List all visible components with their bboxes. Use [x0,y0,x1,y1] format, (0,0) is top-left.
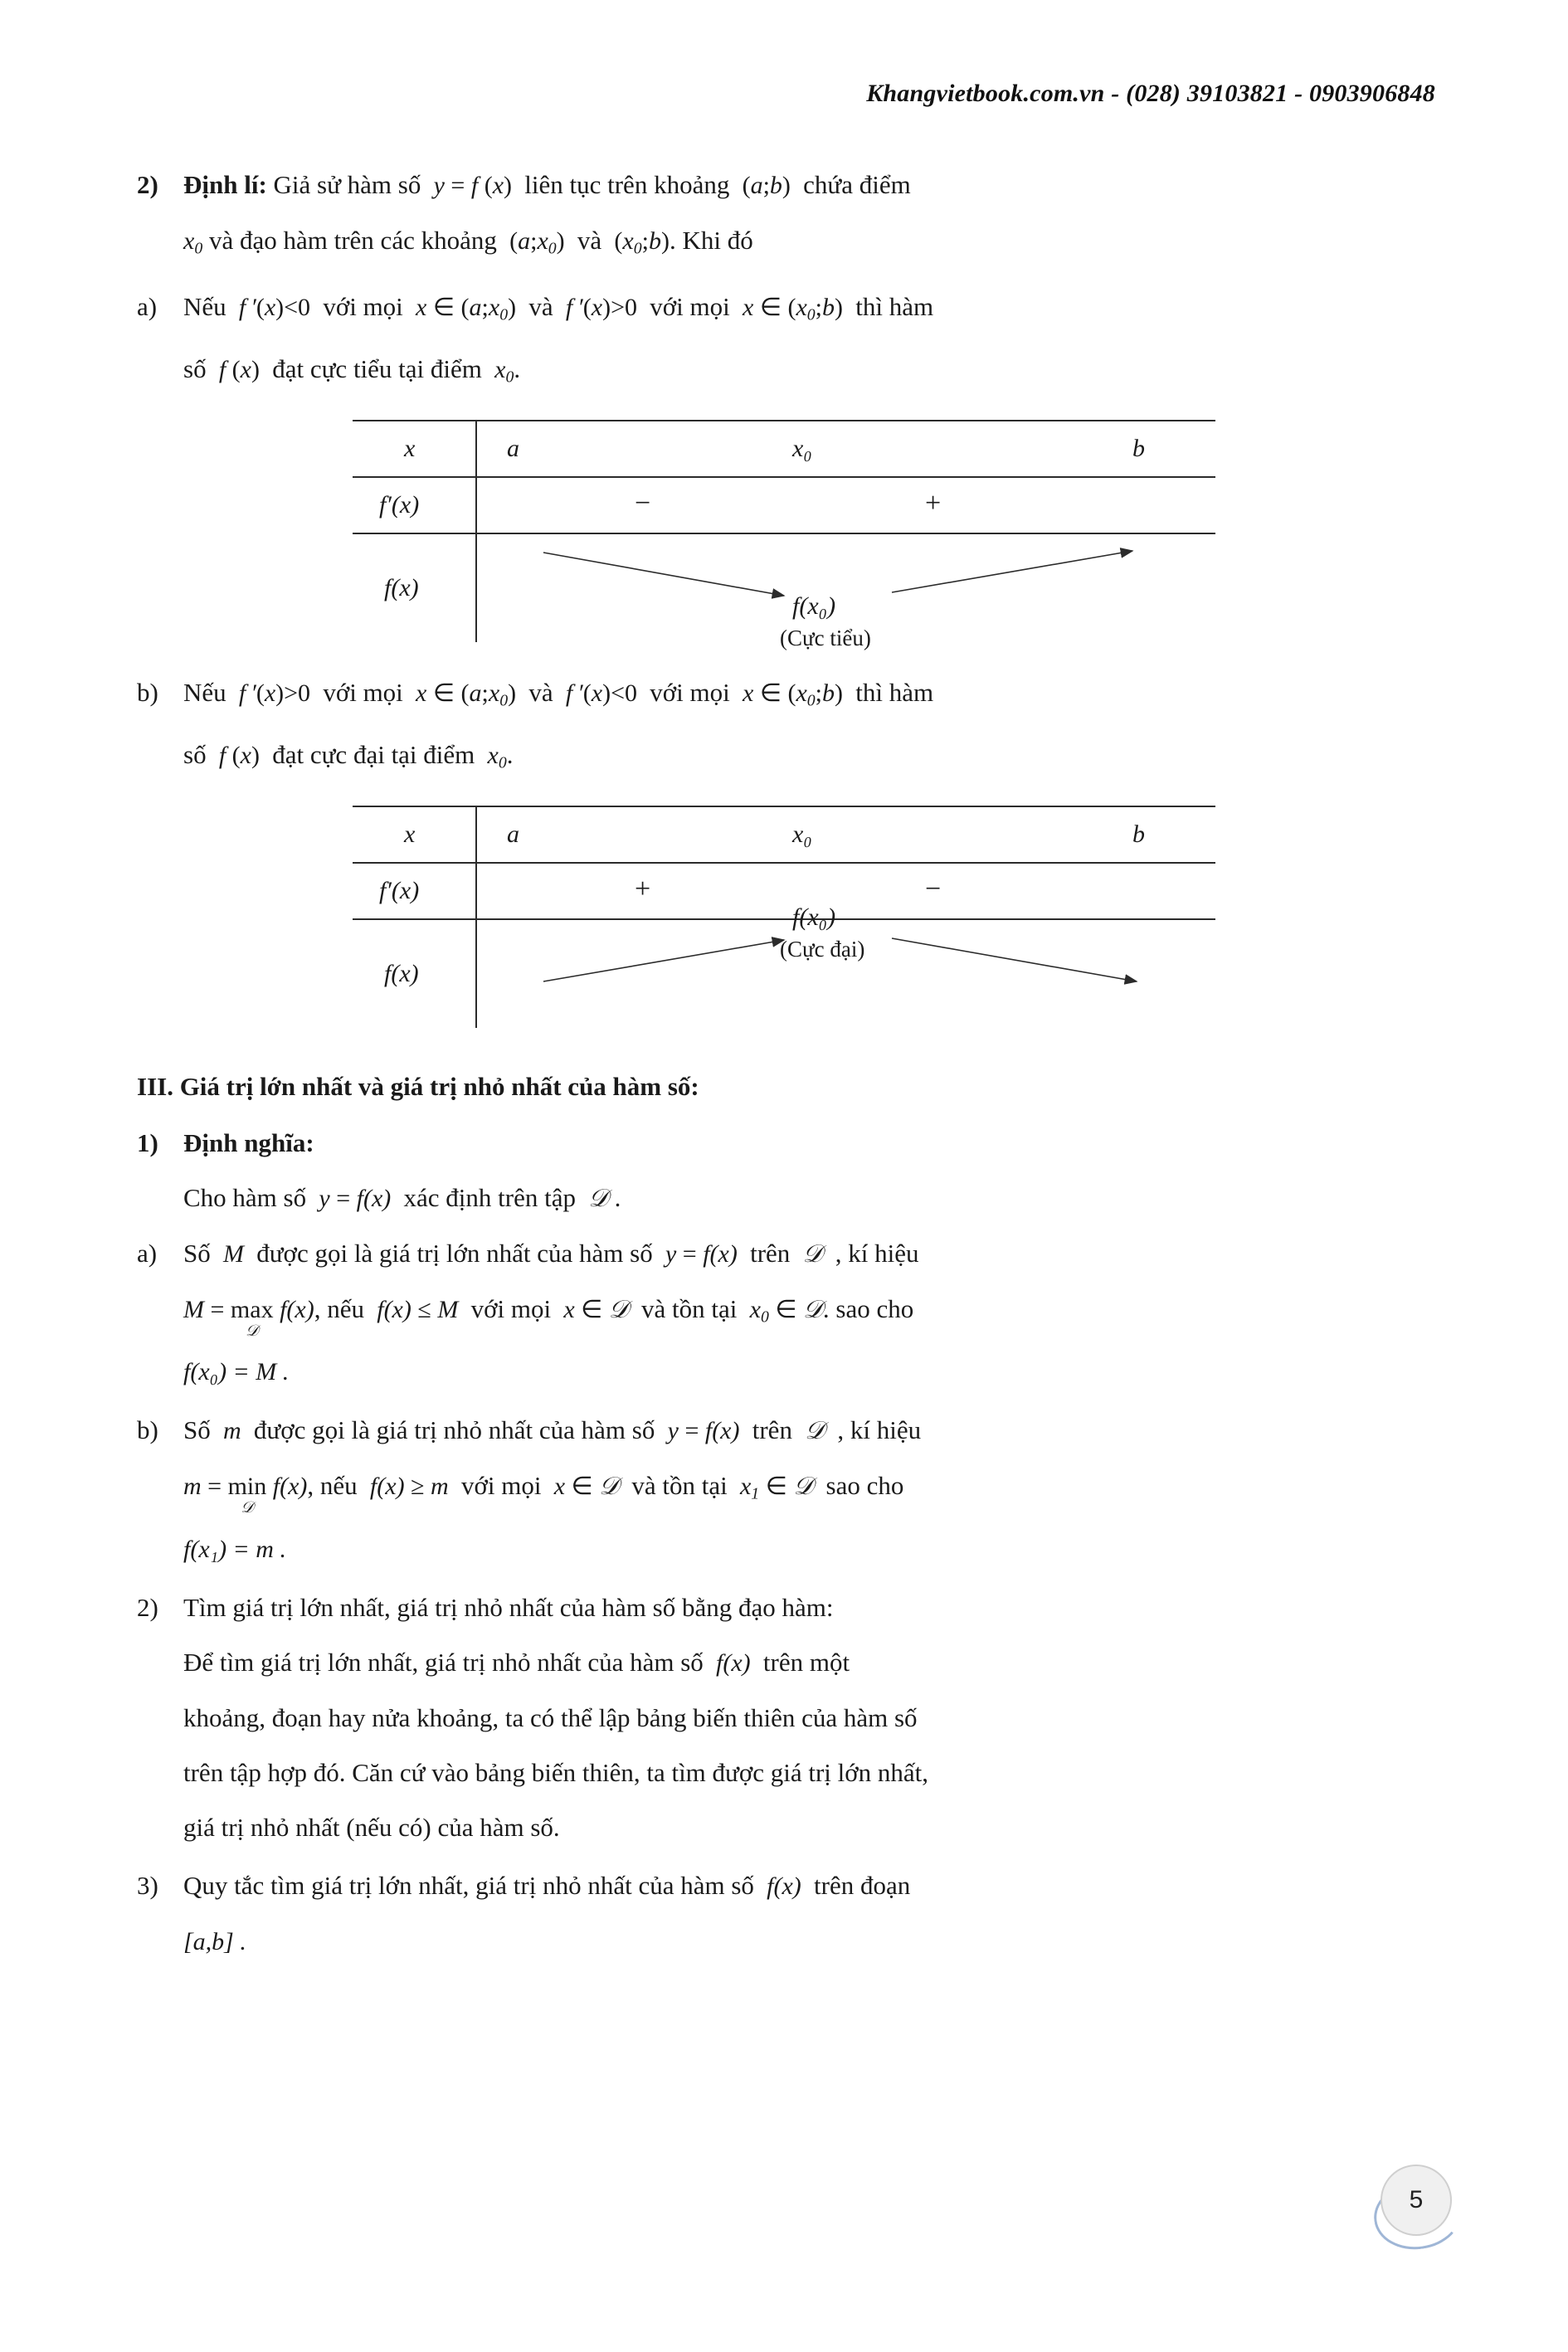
math-fx-b: f (x) [212,742,260,770]
def-a-t1: Số [183,1238,211,1268]
theorem-text-f: . Khi đó [669,226,753,255]
math-y-fx-2: y = f(x) [312,1184,397,1212]
math-m-min: m = min 𝒟 f(x) [183,1473,308,1517]
definition-intro [183,1171,1431,1226]
theorem-block [137,158,1431,276]
def-b-t4: , kí hiệu [837,1415,922,1445]
cell2-row-fprime: f′(x) [379,876,420,904]
math-x-in-a-x0: x ∈ $(a;x_0)$ [409,293,517,324]
item-b-block [137,665,1431,791]
item-a-t5: thì hàm [855,291,934,321]
item-b-marker: b) [137,677,158,707]
math-x0-b: $x_0$ [488,356,514,387]
math-fprime-pos: f ′(x)>0 [559,293,637,321]
cell-row-fprime: f′(x) [379,490,420,519]
math-interval-x0-b: $(x_0;b)$ [614,227,670,258]
def-b-marker: b) [137,1415,158,1445]
sub2-p1: Để tìm giá trị lớn nhất, giá trị nhỏ nhất của hàm số [183,1647,704,1677]
def-a-line3 [183,1344,1431,1400]
math-x0-in-D: $x_0$ ∈ 𝒟 [743,1295,823,1327]
page-header: Khangvietbook.com.vn - (028) 39103821 - 0903906848 [866,80,1435,107]
item-a-t1: Nếu [183,291,226,321]
intro-t2: xác định trên tập [403,1182,576,1212]
sub3-block [137,1858,1431,1970]
math-interval-ab: (a;b) [742,172,791,199]
sign-left: − [635,487,651,519]
math-fprime-neg: f ′(x)<0 [232,293,311,321]
intro-t1: Cho hàm số [183,1182,307,1212]
theorem-line-1 [183,158,1431,213]
theorem-text-c: chứa điểm [803,170,911,199]
math-fx1-eq-m: f(x₁) = m . [183,1535,286,1563]
variation-table-minimum [353,420,1215,650]
math-y-fx-4: y = f(x) [661,1417,746,1445]
item-a-t2: với mọi [323,291,403,321]
intro-t3: . [614,1182,621,1212]
theorem-line-2 [183,213,1431,276]
cell2-value-fx0: f(x₀) [792,903,836,931]
math-x0: $x_0$ [183,227,203,258]
def-b-line2 [183,1458,1431,1522]
sub2-paragraph-line1 [183,1635,1431,1691]
cell-col-x0: x₀ [792,434,812,462]
sub1-title: Định nghĩa: [183,1127,314,1157]
def-a-t2: được gọi là giá trị lớn nhất của hàm số [256,1238,653,1268]
item-b-t2: với mọi [323,677,403,707]
cell2-col-x0: x₀ [792,820,812,848]
math-fx: f (x) [212,356,260,384]
math-y-fx-3: y = f(x) [659,1239,744,1268]
item-a-line-2 [183,342,1431,405]
cell2-col-a: a [507,820,519,848]
sub2-block [137,1580,1431,1855]
theorem-text-a: Giả sử hàm số [273,170,421,199]
def-b-t1: Số [183,1415,211,1445]
sign2-left: + [635,873,651,904]
theorem-marker: 2) [137,170,158,199]
sub2-paragraph-line4: giá trị nhỏ nhất (nếu có) của hàm số. [183,1812,560,1842]
def-b-block [137,1403,1431,1577]
cell-col-b: b [1132,434,1145,462]
def-a-block [137,1226,1431,1400]
section-iii-title: III. Giá trị lớn nhất và giá trị nhỏ nhất của hàm số: [137,1071,699,1101]
item-b-t1: Nếu [183,677,226,707]
cell-value-note: (Cực tiểu) [780,625,871,650]
def-b-l2t3: và tồn tại [631,1471,728,1501]
math-fx-ge-m: f(x) ≥ m [363,1473,455,1501]
math-interval-a-x0: $(a;x_0)$ [509,227,565,258]
def-b-line3 [183,1522,1431,1577]
math-x-in-x0-b: x ∈ $(x_0;b)$ [736,293,844,324]
sub3-marker: 3) [137,1870,158,1900]
math-set-D: 𝒟 [582,1184,615,1212]
math-closed-interval-ab: [a,b] . [183,1927,246,1955]
sub3-line2 [183,1914,1431,1970]
math-set-D-2: 𝒟 [796,1239,829,1268]
math-y-fx: y = f (x) [427,172,513,199]
def-b-l2t2: với mọi [460,1471,542,1501]
def-a-marker: a) [137,1238,158,1268]
cell-row-x: x [404,434,416,462]
math-x-in-D-2: x ∈ 𝒟 [548,1473,620,1501]
page-number: 5 [1381,2165,1452,2236]
item-b-t8: . [506,740,514,770]
sub2-paragraph-line2: khoảng, đoạn hay nửa khoảng, ta có thể lập bảng biến thiên của hàm số [183,1702,918,1732]
cell2-row-x: x [404,820,416,848]
def-a-l2t4: . sao cho [822,1293,914,1323]
sub2-title: Tìm giá trị lớn nhất, giá trị nhỏ nhất của hàm số bằng đạo hàm: [183,1592,834,1622]
page-number-badge-wrap [1374,2161,1467,2254]
def-a-l2t1: , nếu [314,1293,364,1323]
def-b-l2t4: sao cho [825,1471,904,1501]
math-x1-in-D: $x_1$ ∈ 𝒟 [733,1473,814,1503]
def-a-l2t3: và tồn tại [641,1293,738,1323]
theorem-text-b: liên tục trên khoảng [524,170,730,199]
item-b-t3: và [528,677,553,707]
item-b-t6: số [183,740,207,770]
sub2-paragraph-line3: trên tập hợp đó. Căn cứ vào bảng biến thiên, ta tìm được giá trị lớn nhất, [183,1757,929,1787]
theorem-text-e: và [577,226,602,255]
cell2-col-b: b [1132,820,1145,848]
math-x-in-a-x0-b: x ∈ $(a;x_0)$ [409,679,517,710]
math-m: m [217,1417,248,1445]
math-fx-5: f(x) [709,1648,757,1677]
page-content [137,158,1431,1973]
variation-table-maximum [353,806,1215,1028]
item-a-marker: a) [137,291,158,321]
math-fx-6: f(x) [760,1872,808,1900]
def-b-line1 [183,1403,1431,1458]
variation-arrows-max [353,806,1215,1028]
cell2-row-f: f(x) [384,959,419,987]
cell-value-fx0: f(x₀) [792,592,836,620]
math-M-max: M = max 𝒟 f(x) [183,1295,314,1340]
item-a-t3: và [528,291,553,321]
variation-arrows-min [353,420,1215,642]
theorem-label: Định lí: [183,170,267,199]
item-a-t7: đạt cực tiểu tại điểm [272,354,482,384]
item-b-t5: thì hàm [855,677,934,707]
sub3-t1: Quy tắc tìm giá trị lớn nhất, giá trị nhỏ nhất của hàm số [183,1870,754,1900]
math-fprime-pos-b: f ′(x)>0 [232,679,311,707]
math-fprime-neg-b: f ′(x)<0 [559,679,637,707]
item-b-t7: đạt cực đại tại điểm [272,740,475,770]
math-fx0-eq-M: f(x₀) = M . [183,1358,290,1386]
item-a-line-1 [183,280,1431,343]
item-a-t8: . [514,354,521,384]
theorem-text-d: và đạo hàm trên các khoảng [208,226,497,255]
cell2-value-note: (Cực đại) [780,936,865,962]
sub1-marker: 1) [137,1127,158,1157]
def-a-line1 [183,1226,1431,1282]
item-a-t4: với mọi [650,291,730,321]
math-x-in-x0-b-b: x ∈ $(x_0;b)$ [736,679,844,710]
sub3-line1 [183,1858,1431,1914]
cell-col-a: a [507,434,519,462]
def-a-l2t2: với mọi [470,1293,552,1323]
item-b-line-1 [183,665,1431,728]
def-a-line2 [183,1282,1431,1345]
section-iii-sub1 [137,1116,1431,1171]
math-M: M [217,1239,251,1268]
item-a-block [137,280,1431,405]
def-a-t3: trên [750,1238,791,1268]
sign-right: + [925,487,942,519]
math-fx-le-M: f(x) ≤ M [370,1295,465,1323]
item-a-t6: số [183,354,207,384]
def-b-t3: trên [752,1415,792,1445]
math-set-D-3: 𝒟 [798,1417,831,1445]
math-x-in-D: x ∈ 𝒟 [557,1295,629,1323]
def-b-l2t1: , nếu [307,1471,358,1501]
sign2-right: − [925,873,942,904]
def-b-t2: được gọi là giá trị nhỏ nhất của hàm số [253,1415,655,1445]
def-a-t4: , kí hiệu [835,1238,919,1268]
cell-row-f: f(x) [384,573,419,601]
math-x0-c: $x_0$ [481,742,507,772]
sub2-p2: trên một [762,1647,850,1677]
sub2-marker: 2) [137,1592,158,1622]
sub3-t2: trên đoạn [814,1870,911,1900]
item-b-line-2 [183,728,1431,791]
item-b-t4: với mọi [650,677,730,707]
